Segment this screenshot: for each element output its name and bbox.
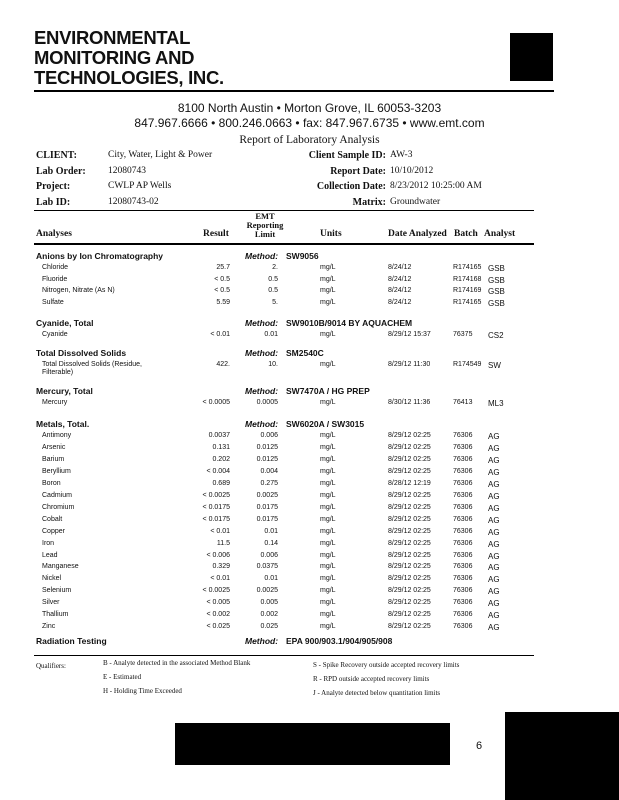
info-value: 8/23/2012 10:25:00 AM: [390, 181, 482, 191]
units: mg/L: [320, 479, 336, 487]
reporting-limit: 0.0125: [256, 455, 278, 463]
analyst: AG: [488, 539, 500, 549]
analyte-name: Arsenic: [42, 443, 66, 451]
table-header-rule: [34, 243, 534, 245]
analyte-name: Fluoride: [42, 275, 68, 283]
redaction-block: [505, 712, 619, 800]
table-row: [0, 432, 619, 443]
result-value: 0.0037: [208, 432, 230, 439]
units: mg/L: [320, 599, 336, 607]
analyst: AG: [488, 587, 500, 597]
date-analyzed: 8/29/12 02:25: [388, 563, 431, 571]
analyst: AG: [488, 432, 500, 441]
table-row: [0, 587, 619, 598]
units: mg/L: [320, 399, 336, 406]
result-value: < 0.002: [206, 611, 230, 619]
analyte-name: Manganese: [42, 563, 79, 571]
date-analyzed: 8/29/12 02:25: [388, 575, 431, 583]
reporting-limit: 0.002: [260, 611, 278, 619]
analyte-name: Iron: [42, 539, 55, 547]
analyst: AG: [488, 563, 500, 573]
date-analyzed: 8/29/12 11:30: [388, 361, 431, 368]
date-analyzed: 8/24/12: [388, 298, 412, 306]
analyte-name: Boron: [42, 479, 61, 487]
analyst: ML3: [488, 399, 504, 408]
col-limit-line: EMT: [255, 211, 275, 221]
table-row: [0, 399, 619, 410]
units: mg/L: [320, 563, 336, 571]
date-analyzed: 8/29/12 02:25: [388, 527, 431, 535]
section-name: Total Dissolved Solids: [36, 348, 127, 358]
info-value: City, Water, Light & Power: [108, 150, 213, 160]
info-value: AW-3: [390, 150, 413, 160]
reporting-limit: 0.14: [264, 539, 278, 547]
date-analyzed: 8/29/12 02:25: [388, 623, 431, 631]
result-value: < 0.5: [214, 275, 230, 283]
method-name: SW9010B/9014 BY AQUACHEM: [286, 318, 413, 328]
analyte-name: Nitrogen, Nitrate (As N): [42, 287, 115, 295]
analyst: AG: [488, 551, 500, 561]
batch: 76306: [453, 455, 473, 463]
result-value: 0.131: [212, 443, 230, 451]
batch: 76306: [453, 539, 473, 547]
batch: R174168: [453, 275, 482, 283]
batch: 76306: [453, 611, 473, 619]
units: mg/L: [320, 455, 336, 463]
reporting-limit: 0.025: [260, 623, 278, 631]
result-value: 0.329: [212, 563, 230, 571]
date-analyzed: 8/24/12: [388, 275, 412, 283]
method-name: SM2540C: [286, 348, 324, 358]
qualifier-item: E - Estimated: [103, 673, 142, 681]
batch: R174549: [453, 361, 482, 368]
logo-line: MONITORING AND: [34, 47, 195, 68]
units: mg/L: [320, 287, 336, 295]
date-analyzed: 8/30/12 11:36: [388, 399, 431, 406]
analyst: AG: [488, 503, 500, 513]
units: mg/L: [320, 331, 336, 338]
batch: R174165: [453, 298, 482, 306]
table-row: [0, 287, 619, 298]
units: mg/L: [320, 587, 336, 595]
analyte-name: Cobalt: [42, 515, 63, 523]
table-row: [0, 264, 619, 275]
reporting-limit: 2.: [272, 264, 278, 271]
units: mg/L: [320, 275, 336, 283]
analyte-name: Zinc: [42, 623, 56, 631]
col-result: Result: [203, 229, 229, 239]
reporting-limit: 0.01: [264, 331, 278, 338]
result-value: < 0.025: [206, 623, 230, 631]
qualifier-item: S - Spike Recovery outside accepted recovery limits: [313, 661, 460, 669]
qualifier-item: J - Analyte detected below quantitation limits: [313, 689, 441, 697]
date-analyzed: 8/29/12 02:25: [388, 491, 431, 499]
method-label: Method:: [245, 348, 279, 358]
batch: R174169: [453, 287, 482, 295]
analyst: AG: [488, 611, 500, 621]
page-number: 6: [476, 740, 483, 752]
info-label: CLIENT:: [36, 150, 77, 161]
table-row: [0, 611, 619, 622]
table-row: [0, 552, 619, 563]
analyte-name: Nickel: [42, 575, 62, 583]
header-rule: [34, 90, 554, 92]
section-name: Mercury, Total: [36, 386, 93, 396]
result-value: 422.: [216, 361, 230, 368]
date-analyzed: 8/29/12 02:25: [388, 539, 431, 547]
qualifier-item: R - RPD outside accepted recovery limits: [313, 675, 430, 683]
info-label: Matrix:: [352, 196, 386, 208]
result-value: < 0.0025: [202, 491, 230, 499]
batch: 76306: [453, 467, 473, 475]
analyst: AG: [488, 599, 500, 609]
result-value: < 0.01: [210, 331, 230, 338]
date-analyzed: 8/29/12 02:25: [388, 467, 431, 475]
result-value: 0.202: [212, 455, 230, 463]
batch: R174165: [453, 264, 482, 271]
table-row: [0, 599, 619, 610]
col-date: Date Analyzed: [388, 229, 447, 239]
logo-line: ENVIRONMENTAL: [34, 27, 191, 48]
analyte-name: Antimony: [42, 432, 72, 439]
method-label: Method:: [245, 636, 279, 646]
batch: 76306: [453, 575, 473, 583]
col-analyses: Analyses: [36, 229, 72, 239]
reporting-limit: 0.0005: [256, 399, 278, 406]
analyst: AG: [488, 455, 500, 465]
analyte-name: Cyanide: [42, 331, 68, 338]
batch: 76306: [453, 491, 473, 499]
col-limit-line: Reporting: [246, 220, 284, 230]
result-value: < 0.0025: [202, 587, 230, 595]
method-label: Method:: [245, 318, 279, 328]
table-row: [0, 563, 619, 574]
reporting-limit: 0.0175: [256, 515, 278, 523]
batch: 76375: [453, 331, 473, 338]
analyst: AG: [488, 467, 500, 477]
col-limit: [240, 212, 290, 239]
reporting-limit: 0.5: [268, 275, 278, 283]
reporting-limit: 0.5: [268, 287, 278, 295]
section-name: Radiation Testing: [36, 636, 107, 646]
reporting-limit: 0.0025: [256, 491, 278, 499]
table-row: [0, 456, 619, 467]
col-batch: Batch: [454, 229, 478, 239]
reporting-limit: 0.01: [264, 575, 278, 583]
qualifier-item: B - Analyte detected in the associated Method Blank: [103, 659, 251, 667]
qualifier-item: H - Holding Time Exceeded: [103, 687, 182, 695]
table-row: [0, 276, 619, 287]
analyst: GSB: [488, 275, 505, 285]
result-value: < 0.01: [210, 575, 230, 583]
analyte-name: Total Dissolved Solids (Residue, Filterable): [42, 361, 142, 376]
analyte-name: Thallium: [42, 611, 69, 619]
info-value: 12080743-02: [108, 196, 159, 207]
result-value: < 0.5: [214, 287, 230, 295]
result-value: < 0.01: [210, 527, 230, 535]
company-address: 8100 North Austin • Morton Grove, IL 60053-3203: [177, 101, 442, 115]
info-value: CWLP AP Wells: [108, 181, 172, 191]
date-analyzed: 8/29/12 02:25: [388, 443, 431, 451]
analyte-name: Selenium: [42, 587, 72, 595]
section-name: Metals, Total.: [36, 419, 90, 429]
result-value: < 0.006: [206, 551, 230, 559]
info-label: Report Date:: [330, 165, 386, 177]
units: mg/L: [320, 298, 336, 306]
info-value: 10/10/2012: [390, 165, 434, 176]
info-rule: [34, 210, 534, 211]
batch: 76306: [453, 623, 473, 631]
reporting-limit: 0.006: [260, 432, 278, 439]
table-row: [0, 492, 619, 503]
method-name: SW6020A / SW3015: [286, 419, 365, 429]
result-value: 11.5: [216, 539, 230, 547]
table-row: [0, 540, 619, 551]
reporting-limit: 0.006: [260, 551, 278, 559]
analyst: AG: [488, 443, 500, 453]
date-analyzed: 8/29/12 02:25: [388, 503, 431, 511]
date-analyzed: 8/29/12 15:37: [388, 331, 431, 338]
qualifier-rule: [34, 655, 534, 656]
table-row: [0, 361, 619, 376]
reporting-limit: 0.0375: [256, 563, 278, 571]
col-limit-line: Limit: [254, 229, 276, 239]
info-value: 12080743: [108, 165, 146, 176]
reporting-limit: 10.: [268, 361, 278, 368]
table-row: [0, 575, 619, 586]
result-value: 0.689: [212, 479, 230, 487]
table-row: [0, 623, 619, 634]
report-title: Report of Laboratory Analysis: [239, 134, 380, 146]
units: mg/L: [320, 467, 336, 475]
batch: 76306: [453, 599, 473, 607]
units: mg/L: [320, 527, 336, 535]
result-value: 25.7: [216, 264, 230, 271]
info-label: Project:: [36, 181, 71, 192]
units: mg/L: [320, 623, 336, 631]
info-label: Lab ID:: [36, 196, 71, 208]
reporting-limit: 5.: [272, 298, 278, 306]
result-value: < 0.0175: [202, 503, 230, 511]
table-row: [0, 528, 619, 539]
units: mg/L: [320, 539, 336, 547]
reporting-limit: 0.0125: [256, 443, 278, 451]
analyte-name: Lead: [42, 551, 58, 559]
units: mg/L: [320, 264, 336, 271]
qualifiers-label: Qualifiers:: [36, 662, 66, 670]
batch: 76306: [453, 587, 473, 595]
company-contact: 847.967.6666 • 800.246.0663 • fax: 847.967.6735 • www.emt.com: [134, 116, 485, 130]
analyst: AG: [488, 623, 500, 633]
analyte-name: Mercury: [42, 399, 68, 406]
date-analyzed: 8/29/12 02:25: [388, 515, 431, 523]
analyte-name: Sulfate: [42, 298, 64, 306]
units: mg/L: [320, 611, 336, 619]
analyte-name: Silver: [42, 599, 60, 607]
info-label: Client Sample ID:: [308, 150, 386, 161]
analyst: AG: [488, 491, 500, 501]
reporting-limit: 0.005: [260, 599, 278, 607]
method-name: SW7470A / HG PREP: [286, 386, 370, 396]
analyst: AG: [488, 575, 500, 585]
units: mg/L: [320, 491, 336, 499]
batch: 76306: [453, 443, 473, 451]
analyst: GSB: [488, 264, 505, 273]
method-label: Method:: [245, 386, 279, 396]
analyst: GSB: [488, 287, 505, 297]
table-row: [0, 299, 619, 310]
units: mg/L: [320, 551, 336, 559]
analyst: GSB: [488, 298, 505, 308]
analyst: SW: [488, 361, 501, 370]
redaction-block: [510, 33, 553, 81]
reporting-limit: 0.275: [260, 479, 278, 487]
analyst: AG: [488, 515, 500, 525]
units: mg/L: [320, 443, 336, 451]
units: mg/L: [320, 515, 336, 523]
table-row: [0, 444, 619, 455]
result-value: < 0.005: [206, 599, 230, 607]
result-value: < 0.004: [206, 467, 230, 475]
info-label: Collection Date:: [316, 181, 386, 192]
units: mg/L: [320, 575, 336, 583]
section-name: Anions by Ion Chromatography: [36, 251, 164, 261]
analyte-name: Copper: [42, 527, 65, 535]
analyst: AG: [488, 479, 500, 489]
company-logo: [34, 28, 224, 88]
batch: 76306: [453, 432, 473, 439]
col-analyst: Analyst: [484, 229, 516, 239]
batch: 76413: [453, 399, 473, 406]
analyte-name: Chloride: [42, 264, 69, 271]
batch: 76306: [453, 503, 473, 511]
date-analyzed: 8/29/12 02:25: [388, 599, 431, 607]
units: mg/L: [320, 432, 336, 439]
units: mg/L: [320, 503, 336, 511]
analyst: CS2: [488, 331, 504, 340]
date-analyzed: 8/29/12 02:25: [388, 587, 431, 595]
result-value: 5.59: [216, 298, 230, 306]
batch: 76306: [453, 551, 473, 559]
method-name: EPA 900/903.1/904/905/908: [286, 636, 393, 646]
reporting-limit: 0.0025: [256, 587, 278, 595]
reporting-limit: 0.004: [260, 467, 278, 475]
table-row: [0, 516, 619, 527]
info-label: Lab Order:: [36, 165, 86, 177]
result-value: < 0.0005: [202, 399, 230, 406]
analyte-name: Beryllium: [42, 467, 71, 475]
date-analyzed: 8/24/12: [388, 287, 412, 295]
redaction-block: [175, 723, 450, 765]
date-analyzed: 8/29/12 02:25: [388, 611, 431, 619]
method-name: SW9056: [286, 251, 319, 261]
reporting-limit: 0.01: [264, 527, 278, 535]
logo-line: TECHNOLOGIES, INC.: [34, 67, 224, 88]
batch: 76306: [453, 515, 473, 523]
col-units: Units: [320, 229, 342, 239]
table-row: [0, 331, 619, 342]
date-analyzed: 8/28/12 12:19: [388, 479, 431, 487]
units: mg/L: [320, 361, 336, 368]
section-name: Cyanide, Total: [36, 318, 94, 328]
info-value: Groundwater: [390, 196, 441, 207]
analyte-name: Cadmium: [42, 491, 72, 499]
batch: 76306: [453, 563, 473, 571]
table-row: [0, 468, 619, 479]
date-analyzed: 8/29/12 02:25: [388, 432, 431, 439]
method-label: Method:: [245, 419, 279, 429]
analyte-name: Barium: [42, 455, 65, 463]
method-label: Method:: [245, 251, 279, 261]
table-row: [0, 504, 619, 515]
table-row: [0, 480, 619, 491]
analyte-name: Chromium: [42, 503, 75, 511]
analyst: AG: [488, 527, 500, 537]
batch: 76306: [453, 479, 473, 487]
batch: 76306: [453, 527, 473, 535]
date-analyzed: 8/29/12 02:25: [388, 455, 431, 463]
date-analyzed: 8/24/12: [388, 264, 412, 271]
date-analyzed: 8/29/12 02:25: [388, 551, 431, 559]
reporting-limit: 0.0175: [256, 503, 278, 511]
result-value: < 0.0175: [202, 515, 230, 523]
